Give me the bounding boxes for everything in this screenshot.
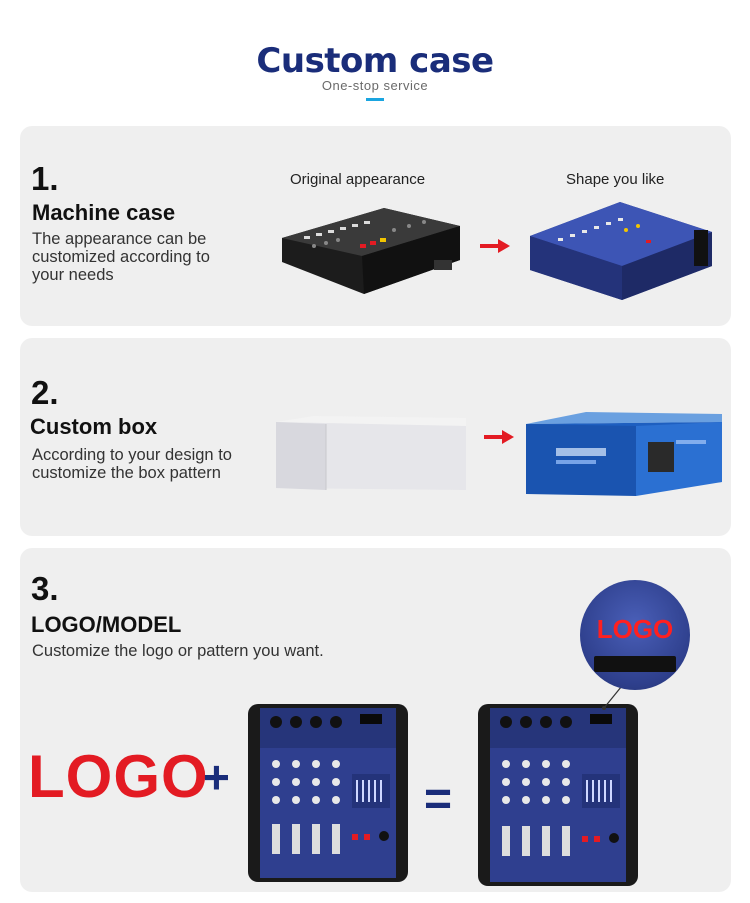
arrow-right-icon (480, 239, 510, 253)
section-heading: Custom box (30, 414, 158, 439)
custom-box-card (20, 338, 731, 536)
section-number: 2. (31, 374, 59, 411)
section-description: The appearance can be customized according to your needs (32, 230, 210, 284)
page-header (0, 40, 750, 101)
title-underline (366, 98, 384, 101)
zoom-logo-text: LOGO (596, 614, 674, 644)
section-number: 1. (31, 160, 59, 197)
plain-box-image (274, 414, 470, 494)
mixer-with-logo-image (478, 704, 638, 886)
logo-model-card (20, 548, 731, 892)
caption-after: Shape you like (566, 171, 665, 188)
plus-sign: + (203, 751, 230, 803)
zoom-slot (594, 656, 676, 672)
section-description: According to your design to customize the box pattern (32, 446, 232, 482)
page-subtitle: One-stop service (321, 78, 429, 93)
section-description: Customize the logo or pattern you want. (32, 642, 324, 660)
section-number: 3. (31, 570, 59, 607)
section-heading: LOGO/MODEL (31, 612, 182, 637)
machine-case-card (20, 126, 731, 326)
logo-zoom-callout (580, 580, 690, 690)
section-heading: Machine case (32, 200, 176, 225)
blue-mixer-image (526, 194, 716, 304)
black-mixer-image (274, 202, 464, 296)
printed-box-image (526, 408, 722, 498)
mixer-front-image (248, 704, 408, 882)
page-title: Custom case (256, 41, 494, 81)
caption-original: Original appearance (290, 171, 426, 188)
equals-sign: = (424, 773, 453, 826)
logo-text: LOGO (28, 743, 209, 810)
arrow-right-icon (484, 430, 514, 444)
